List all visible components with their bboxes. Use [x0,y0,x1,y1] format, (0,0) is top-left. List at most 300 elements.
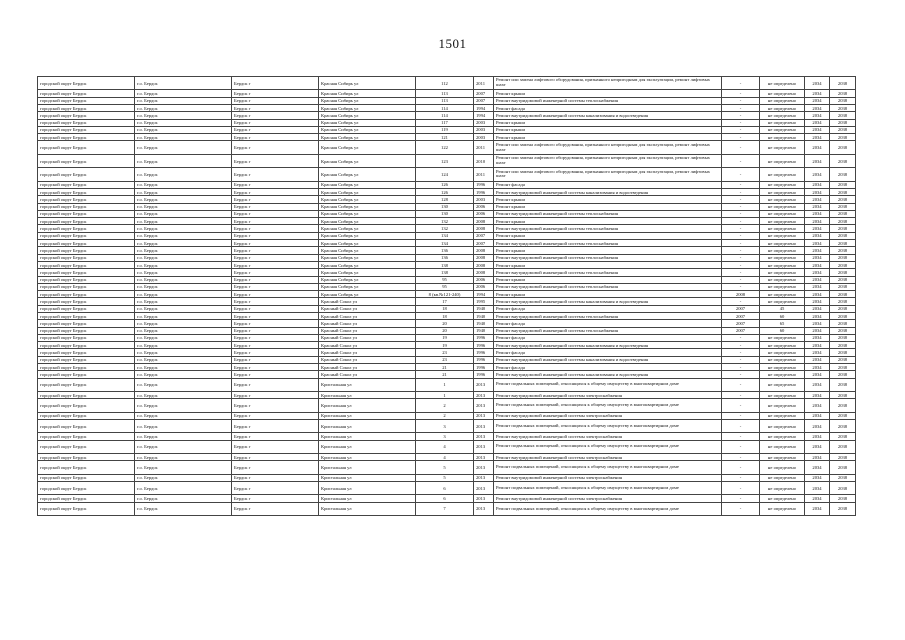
repair-schedule-sheet [37,76,855,516]
work-type-cell: Ремонт внутридомовой инженерной системы теплоснабжения [494,269,722,276]
work-type-cell: Ремонт подвальных помещений, относящихся к общему имуществу в многоквартирном доме [494,461,722,474]
district-cell: г.о. Бердск [135,181,232,188]
settlement-cell: Бердск г [232,240,319,247]
table-row [38,474,856,481]
settlement-cell: Бердск г [232,254,319,261]
wear-cell: 65 [760,320,805,327]
plan-start-cell: 2034 [805,203,830,210]
last-repair-year-cell: - [722,502,760,515]
house-number-cell: 4 [416,440,474,453]
last-repair-year-cell: - [722,474,760,481]
settlement-cell: Бердск г [232,90,319,97]
house-number-cell: 114 [416,112,474,119]
table-row [38,298,856,305]
plan-start-cell: 2034 [805,269,830,276]
district-cell: г.о. Бердск [135,495,232,502]
district-cell: г.о. Бердск [135,371,232,378]
street-cell: Красный Сокол ул [319,327,416,334]
table-row [38,276,856,283]
plan-end-cell: 2038 [830,371,856,378]
last-repair-year-cell: 2007 [722,327,760,334]
plan-end-cell: 2038 [830,210,856,217]
wear-cell: не определено [760,168,805,181]
wear-cell: не определено [760,440,805,453]
settlement-cell: Бердск г [232,399,319,412]
plan-start-cell: 2034 [805,454,830,461]
house-number-cell: 132 [416,218,474,225]
municipality-cell: городской округ Бердск [38,154,135,167]
plan-start-cell: 2034 [805,364,830,371]
house-number-cell: 114 [416,104,474,111]
district-cell: г.о. Бердск [135,378,232,391]
municipality-cell: городской округ Бердск [38,320,135,327]
work-type-cell: Ремонт подвальных помещений, относящихся к общему имуществу в многоквартирном доме [494,378,722,391]
table-row [38,412,856,419]
municipality-cell: городской округ Бердск [38,112,135,119]
build-year-cell: 1996 [474,188,494,195]
house-number-cell: 138 [416,269,474,276]
table-row [38,126,856,133]
house-number-cell: 1 [416,378,474,391]
table-row [38,392,856,399]
street-cell: Красная Сибирь ул [319,77,416,90]
district-cell: г.о. Бердск [135,461,232,474]
plan-end-cell: 2038 [830,305,856,312]
district-cell: г.о. Бердск [135,356,232,363]
settlement-cell: Бердск г [232,420,319,433]
table-row [38,399,856,412]
wear-cell: не определено [760,276,805,283]
wear-cell: не определено [760,97,805,104]
settlement-cell: Бердск г [232,203,319,210]
build-year-cell: 2003 [474,119,494,126]
last-repair-year-cell: - [722,482,760,495]
plan-start-cell: 2034 [805,77,830,90]
municipality-cell: городской округ Бердск [38,210,135,217]
work-type-cell: Ремонт внутридомовой инженерной системы канализования и водоотведения [494,298,722,305]
house-number-cell: 8 (кв.№121-240) [416,291,474,298]
work-type-cell: Ремонт крыши [494,291,722,298]
district-cell: г.о. Бердск [135,392,232,399]
street-cell: Красный Сокол ул [319,334,416,341]
wear-cell: не определено [760,454,805,461]
table-row [38,112,856,119]
street-cell: Красная Сибирь ул [319,247,416,254]
build-year-cell: 2013 [474,412,494,419]
table-row [38,334,856,341]
district-cell: г.о. Бердск [135,474,232,481]
municipality-cell: городской округ Бердск [38,342,135,349]
last-repair-year-cell: - [722,495,760,502]
municipality-cell: городской округ Бердск [38,218,135,225]
plan-end-cell: 2038 [830,134,856,141]
settlement-cell: Бердск г [232,412,319,419]
settlement-cell: Бердск г [232,392,319,399]
work-type-cell: Ремонт внутридомовой инженерной системы электроснабжения [494,433,722,440]
plan-end-cell: 2038 [830,291,856,298]
work-type-cell: Ремонт внутридомовой инженерной системы электроснабжения [494,474,722,481]
wear-cell: не определено [760,356,805,363]
plan-start-cell: 2034 [805,232,830,239]
plan-start-cell: 2034 [805,261,830,268]
last-repair-year-cell: - [722,134,760,141]
wear-cell: не определено [760,364,805,371]
work-type-cell: Ремонт внутридомовой инженерной системы теплоснабжения [494,240,722,247]
wear-cell: не определено [760,269,805,276]
table-row [38,349,856,356]
last-repair-year-cell: 2007 [722,320,760,327]
settlement-cell: Бердск г [232,154,319,167]
municipality-cell: городской округ Бердск [38,378,135,391]
plan-end-cell: 2038 [830,276,856,283]
settlement-cell: Бердск г [232,210,319,217]
table-row [38,90,856,97]
settlement-cell: Бердск г [232,261,319,268]
street-cell: Красная Сибирь ул [319,254,416,261]
last-repair-year-cell: - [722,247,760,254]
settlement-cell: Бердск г [232,269,319,276]
wear-cell: не определено [760,342,805,349]
municipality-cell: городской округ Бердск [38,90,135,97]
work-type-cell: Ремонт внутридомовой инженерной системы электроснабжения [494,495,722,502]
table-row [38,232,856,239]
build-year-cell: 2006 [474,283,494,290]
plan-start-cell: 2034 [805,349,830,356]
house-number-cell: 126 [416,188,474,195]
build-year-cell: 1994 [474,104,494,111]
last-repair-year-cell: - [722,433,760,440]
municipality-cell: городской округ Бердск [38,77,135,90]
last-repair-year-cell: - [722,461,760,474]
house-number-cell: 23 [416,356,474,363]
last-repair-year-cell: - [722,218,760,225]
settlement-cell: Бердск г [232,218,319,225]
plan-start-cell: 2034 [805,218,830,225]
plan-end-cell: 2038 [830,181,856,188]
plan-start-cell: 2034 [805,181,830,188]
plan-start-cell: 2034 [805,97,830,104]
district-cell: г.о. Бердск [135,305,232,312]
wear-cell: не определено [760,210,805,217]
municipality-cell: городской округ Бердск [38,327,135,334]
plan-end-cell: 2038 [830,141,856,154]
plan-end-cell: 2038 [830,482,856,495]
last-repair-year-cell: 2007 [722,305,760,312]
plan-end-cell: 2038 [830,327,856,334]
wear-cell: не определено [760,482,805,495]
street-cell: Красная Сибирь ул [319,232,416,239]
build-year-cell: 1995 [474,298,494,305]
house-number-cell: 18 [416,305,474,312]
plan-end-cell: 2038 [830,349,856,356]
build-year-cell: 2008 [474,225,494,232]
table-row [38,454,856,461]
plan-end-cell: 2038 [830,112,856,119]
build-year-cell: 2008 [474,218,494,225]
plan-end-cell: 2038 [830,283,856,290]
table-row [38,77,856,90]
table-row [38,461,856,474]
plan-start-cell: 2034 [805,225,830,232]
build-year-cell: 2013 [474,482,494,495]
street-cell: Красный Сокол ул [319,312,416,319]
street-cell: Красная Сибирь ул [319,269,416,276]
work-type-cell: Ремонт крыши [494,196,722,203]
plan-end-cell: 2038 [830,269,856,276]
municipality-cell: городской округ Бердск [38,291,135,298]
build-year-cell: 2011 [474,141,494,154]
table-body [38,77,856,516]
plan-end-cell: 2038 [830,356,856,363]
house-number-cell: 119 [416,126,474,133]
work-type-cell: Ремонт внутридомовой инженерной системы канализования и водоотведения [494,112,722,119]
work-type-cell: Ремонт крыши [494,276,722,283]
work-type-cell: Ремонт крыши [494,261,722,268]
work-type-cell: Ремонт внутридомовой инженерной системы канализования и водоотведения [494,371,722,378]
district-cell: г.о. Бердск [135,90,232,97]
last-repair-year-cell: - [722,90,760,97]
house-number-cell: 112 [416,77,474,90]
build-year-cell: 2013 [474,461,494,474]
table-row [38,203,856,210]
house-number-cell: 113 [416,90,474,97]
house-number-cell: 130 [416,210,474,217]
street-cell: Красный Сокол ул [319,305,416,312]
build-year-cell: 2006 [474,210,494,217]
wear-cell: не определено [760,349,805,356]
plan-start-cell: 2034 [805,495,830,502]
work-type-cell: Ремонт внутридомовой инженерной системы теплоснабжения [494,210,722,217]
table-row [38,196,856,203]
build-year-cell: 2003 [474,196,494,203]
plan-end-cell: 2038 [830,420,856,433]
work-type-cell: Ремонт внутридомовой инженерной системы электроснабжения [494,454,722,461]
work-type-cell: Ремонт внутридомовой инженерной системы теплоснабжения [494,97,722,104]
house-number-cell: 126 [416,181,474,188]
work-type-cell: Ремонт фасада [494,349,722,356]
table-row [38,305,856,312]
build-year-cell: 2006 [474,203,494,210]
plan-start-cell: 2034 [805,188,830,195]
build-year-cell: 2003 [474,134,494,141]
plan-start-cell: 2034 [805,210,830,217]
municipality-cell: городской округ Бердск [38,482,135,495]
plan-end-cell: 2038 [830,454,856,461]
table-row [38,371,856,378]
plan-end-cell: 2038 [830,495,856,502]
municipality-cell: городской округ Бердск [38,97,135,104]
build-year-cell: 2010 [474,154,494,167]
build-year-cell: 2013 [474,454,494,461]
table-row [38,482,856,495]
last-repair-year-cell: - [722,349,760,356]
last-repair-year-cell: - [722,261,760,268]
municipality-cell: городской округ Бердск [38,356,135,363]
build-year-cell: 2013 [474,495,494,502]
settlement-cell: Бердск г [232,474,319,481]
house-number-cell: 6 [416,495,474,502]
plan-start-cell: 2034 [805,356,830,363]
district-cell: г.о. Бердск [135,433,232,440]
house-number-cell: 4 [416,454,474,461]
house-number-cell: 95 [416,276,474,283]
last-repair-year-cell: - [722,334,760,341]
wear-cell: не определено [760,254,805,261]
municipality-cell: городской округ Бердск [38,247,135,254]
table-row [38,420,856,433]
district-cell: г.о. Бердск [135,240,232,247]
street-cell: Кристальная ул [319,461,416,474]
work-type-cell: Ремонт фасада [494,181,722,188]
last-repair-year-cell: - [722,240,760,247]
work-type-cell: Ремонт фасада [494,320,722,327]
street-cell: Красный Сокол ул [319,371,416,378]
work-type-cell: Ремонт крыши [494,247,722,254]
settlement-cell: Бердск г [232,97,319,104]
last-repair-year-cell: 2008 [722,291,760,298]
plan-start-cell: 2034 [805,461,830,474]
settlement-cell: Бердск г [232,283,319,290]
wear-cell: не определено [760,412,805,419]
house-number-cell: 95 [416,283,474,290]
last-repair-year-cell: - [722,188,760,195]
house-number-cell: 117 [416,119,474,126]
wear-cell: не определено [760,461,805,474]
house-number-cell: 20 [416,320,474,327]
table-row [38,320,856,327]
table-row [38,104,856,111]
district-cell: г.о. Бердск [135,291,232,298]
plan-end-cell: 2038 [830,240,856,247]
wear-cell: не определено [760,334,805,341]
last-repair-year-cell: - [722,168,760,181]
table-row [38,312,856,319]
build-year-cell: 2011 [474,77,494,90]
district-cell: г.о. Бердск [135,412,232,419]
plan-start-cell: 2034 [805,342,830,349]
plan-end-cell: 2038 [830,225,856,232]
house-number-cell: 19 [416,342,474,349]
wear-cell: не определено [760,502,805,515]
work-type-cell: Ремонт крыши [494,203,722,210]
last-repair-year-cell: - [722,342,760,349]
municipality-cell: городской округ Бердск [38,392,135,399]
wear-cell: не определено [760,261,805,268]
table-row [38,154,856,167]
last-repair-year-cell: - [722,378,760,391]
plan-start-cell: 2034 [805,283,830,290]
table-row [38,168,856,181]
district-cell: г.о. Бердск [135,399,232,412]
work-type-cell: Ремонт крыши [494,119,722,126]
street-cell: Красная Сибирь ул [319,261,416,268]
house-number-cell: 130 [416,203,474,210]
street-cell: Кристальная ул [319,495,416,502]
table-row [38,364,856,371]
work-type-cell: Ремонт или замена лифтового оборудования, признанного непригодным для эксплуатации, ремонт лифтовых шахт [494,154,722,167]
work-type-cell: Ремонт крыши [494,126,722,133]
work-type-cell: Ремонт крыши [494,134,722,141]
street-cell: Красная Сибирь ул [319,240,416,247]
wear-cell: 60 [760,327,805,334]
build-year-cell: 2006 [474,276,494,283]
plan-end-cell: 2038 [830,154,856,167]
last-repair-year-cell: - [722,141,760,154]
wear-cell: не определено [760,196,805,203]
street-cell: Красная Сибирь ул [319,225,416,232]
build-year-cell: 2011 [474,168,494,181]
municipality-cell: городской округ Бердск [38,104,135,111]
table-row [38,141,856,154]
build-year-cell: 2013 [474,378,494,391]
table-row [38,291,856,298]
plan-start-cell: 2034 [805,371,830,378]
district-cell: г.о. Бердск [135,269,232,276]
work-type-cell: Ремонт внутридомовой инженерной системы канализования и водоотведения [494,188,722,195]
wear-cell: не определено [760,371,805,378]
district-cell: г.о. Бердск [135,210,232,217]
plan-end-cell: 2038 [830,90,856,97]
municipality-cell: городской округ Бердск [38,261,135,268]
street-cell: Красная Сибирь ул [319,291,416,298]
last-repair-year-cell: - [722,371,760,378]
plan-end-cell: 2038 [830,334,856,341]
street-cell: Кристальная ул [319,474,416,481]
municipality-cell: городской округ Бердск [38,168,135,181]
district-cell: г.о. Бердск [135,196,232,203]
plan-start-cell: 2034 [805,298,830,305]
build-year-cell: 2013 [474,399,494,412]
plan-start-cell: 2034 [805,154,830,167]
build-year-cell: 1996 [474,349,494,356]
municipality-cell: городской округ Бердск [38,181,135,188]
plan-start-cell: 2034 [805,305,830,312]
plan-end-cell: 2038 [830,247,856,254]
street-cell: Кристальная ул [319,392,416,399]
district-cell: г.о. Бердск [135,349,232,356]
street-cell: Красная Сибирь ул [319,196,416,203]
build-year-cell: 2008 [474,269,494,276]
municipality-cell: городской округ Бердск [38,440,135,453]
house-number-cell: 5 [416,474,474,481]
settlement-cell: Бердск г [232,291,319,298]
plan-start-cell: 2034 [805,474,830,481]
wear-cell: не определено [760,218,805,225]
municipality-cell: городской округ Бердск [38,134,135,141]
wear-cell: не определено [760,291,805,298]
house-number-cell: 21 [416,371,474,378]
settlement-cell: Бердск г [232,305,319,312]
district-cell: г.о. Бердск [135,502,232,515]
house-number-cell: 23 [416,349,474,356]
house-number-cell: 6 [416,482,474,495]
house-number-cell: 138 [416,261,474,268]
house-number-cell: 19 [416,334,474,341]
settlement-cell: Бердск г [232,433,319,440]
build-year-cell: 2007 [474,90,494,97]
last-repair-year-cell: - [722,196,760,203]
street-cell: Красная Сибирь ул [319,203,416,210]
plan-end-cell: 2038 [830,254,856,261]
last-repair-year-cell: - [722,104,760,111]
house-number-cell: 3 [416,420,474,433]
house-number-cell: 122 [416,141,474,154]
build-year-cell: 1996 [474,364,494,371]
settlement-cell: Бердск г [232,126,319,133]
settlement-cell: Бердск г [232,342,319,349]
street-cell: Красная Сибирь ул [319,276,416,283]
last-repair-year-cell: - [722,97,760,104]
